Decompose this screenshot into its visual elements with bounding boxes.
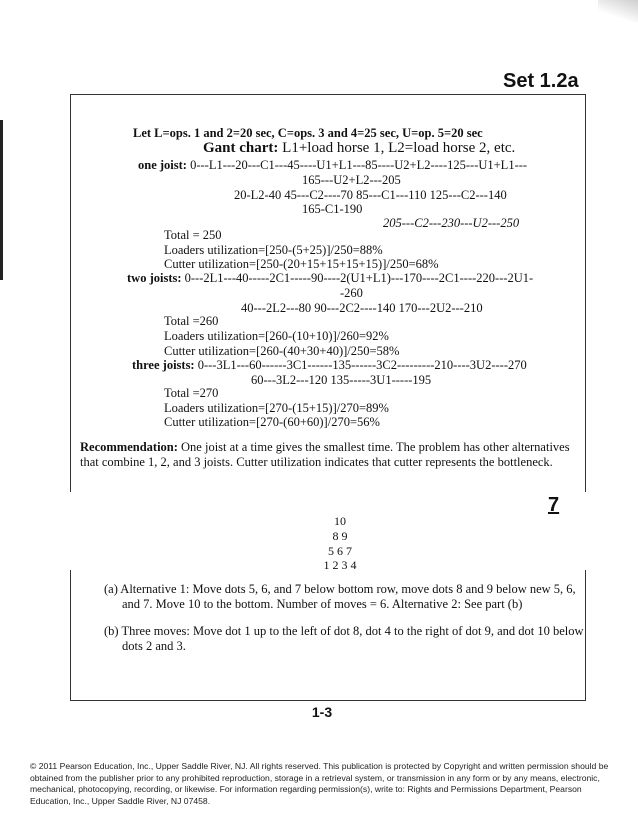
recommendation-text: One joist at a time gives the smallest time. The problem has other alternatives that combine 1, 2, and 3 joists. Cutter utilization indicates that cutter represents the bottleneck. <box>80 440 570 469</box>
two-joists-label: two joists: <box>127 271 182 285</box>
left-border-upper <box>70 94 71 492</box>
recommendation <box>80 440 576 470</box>
gant-label: Gant chart: <box>203 140 279 156</box>
right-border-upper <box>585 94 586 492</box>
one-joist-line1 <box>138 158 527 173</box>
two-joists-total: Total =260 <box>164 314 219 328</box>
gant-chart-line <box>203 140 515 157</box>
problem-number: 7 <box>548 494 560 516</box>
triangle-row-3: 5 6 7 <box>328 544 352 558</box>
two-joists-line2: -260 <box>340 286 363 300</box>
three-joists-loaders: Loaders utilization=[270-(15+15)]/270=89% <box>164 401 389 415</box>
copyright-footer: © 2011 Pearson Education, Inc., Upper Saddle River, NJ. All rights reserved. This publication is protected by Copyright and written permission should be obtained from the publisher prior to any prohibited reproduction, storage in a retrieval system, or transmission in any form or by any means, electronic, mechanical, photocopying, recording, or likewise. For information regarding permission(s), write to: Rights and Permissions Department, Pearson Education, Inc., Upper Saddle River, NJ 07458. <box>30 761 609 806</box>
page-corner-shadow <box>598 0 638 22</box>
two-joists-line3: 40---2L2---80 90---2C2----140 170---2U2---210 <box>241 301 483 315</box>
three-joists-line2: 60---3L2---120 135-----3U1-----195 <box>251 373 432 387</box>
three-joists-total: Total =270 <box>164 386 219 400</box>
one-joist-line5: 205---C2---230---U2---250 <box>383 216 520 230</box>
one-joist-total: Total = 250 <box>164 228 222 242</box>
gant-text: L1+load horse 1, L2=load horse 2, etc. <box>278 140 516 156</box>
part-b: (b) Three moves: Move dot 1 up to the left of dot 8, dot 4 to the right of dot 9, and dot 10 below dots 2 and 3. <box>104 624 584 653</box>
three-joists-label: three joists: <box>132 358 195 372</box>
problem-statement: Let L=ops. 1 and 2=20 sec, C=ops. 3 and 4=25 sec, U=op. 5=20 sec <box>133 126 483 140</box>
right-border-lower <box>585 570 586 700</box>
top-rule <box>70 94 586 95</box>
three-joists-seq1: 0---3L1---60------3C1------135------3C2---------210----3U2----270 <box>194 358 527 372</box>
one-joist-line2: 165---U2+L2---205 <box>302 173 401 187</box>
three-joists-cutter: Cutter utilization=[270-(60+60)]/270=56% <box>164 415 380 429</box>
part-a: (a) Alternative 1: Move dots 5, 6, and 7 below bottom row, move dots 8 and 9 below new 5, 6, and 7. Move 10 to the bottom. Number of moves = 6. Alternative 2: See part (b) <box>104 582 576 611</box>
two-joists-cutter: Cutter utilization=[260-(40+30+40)]/250=58% <box>164 344 400 358</box>
three-joists-line1 <box>132 358 527 373</box>
triangle-row-4: 1 2 3 4 <box>323 558 357 572</box>
left-border-lower <box>70 570 71 700</box>
one-joist-cutter: Cutter utilization=[250-(20+15+15+15+15)]/250=68% <box>164 257 439 271</box>
one-joist-line4: 165-C1-190 <box>302 202 363 216</box>
one-joist-label: one joist: <box>138 158 187 172</box>
page-number: 1-3 <box>311 704 333 720</box>
one-joist-loaders: Loaders utilization=[250-(5+25)]/250=88% <box>164 243 383 257</box>
one-joist-line3: 20-L2-40 45---C2----70 85---C1---110 125---C2---140 <box>234 188 507 202</box>
two-joists-loaders: Loaders utilization=[260-(10+10)]/260=92% <box>164 329 389 343</box>
two-joists-seq1: 0---2L1---40-----2C1-----90----2(U1+L1)---170----2C1----220---2U1- <box>181 271 534 285</box>
triangle-row-2: 8 9 <box>332 529 348 543</box>
section-title: Set 1.2a <box>503 70 579 92</box>
recommendation-label: Recommendation: <box>80 440 178 454</box>
scan-edge-mark <box>0 120 3 280</box>
one-joist-seq1: 0---L1---20---C1---45----U1+L1---85----U2+L2----125---U1+L1--- <box>186 158 528 172</box>
triangle-row-1: 10 <box>334 514 346 528</box>
bottom-rule <box>70 700 586 701</box>
two-joists-line1 <box>127 271 533 286</box>
